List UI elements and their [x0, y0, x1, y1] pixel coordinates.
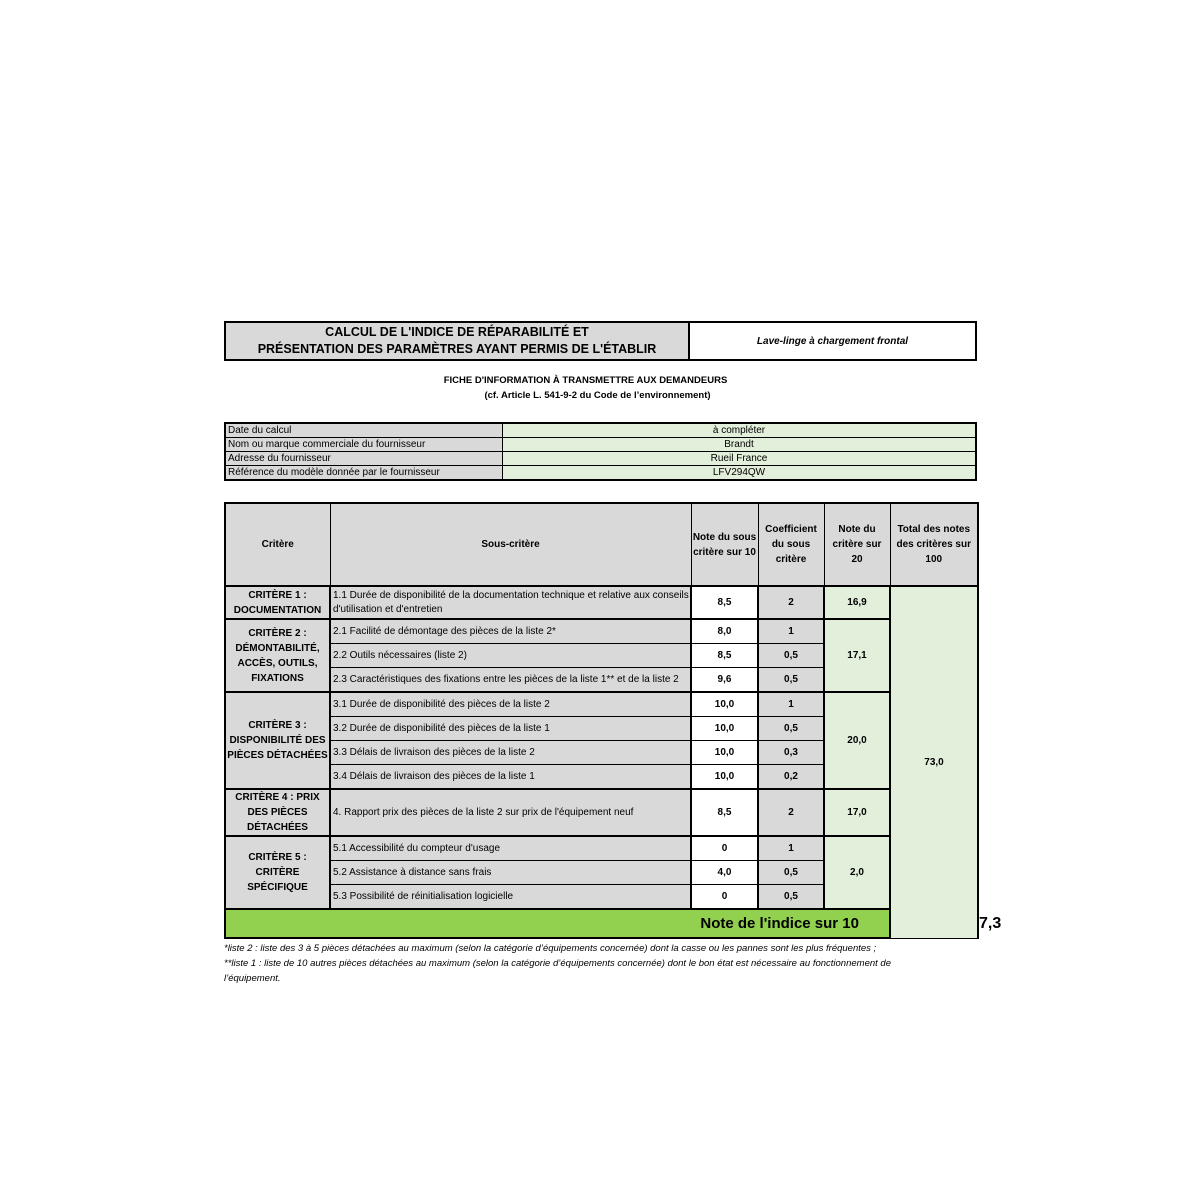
subcriterion-label: 2.2 Outils nécessaires (liste 2): [330, 644, 691, 668]
subcriterion-coef: 0,5: [758, 717, 824, 741]
subcriterion-coef: 0,2: [758, 765, 824, 790]
subcriterion-coef: 1: [758, 692, 824, 717]
subcriterion-coef: 0,5: [758, 644, 824, 668]
total-score: 73,0: [890, 586, 978, 938]
col-header-critere: Critère: [225, 503, 330, 586]
subcriterion-note: 9,6: [691, 668, 758, 693]
col-header-coef: Coefficient du sous critère: [758, 503, 824, 586]
subcriterion-note: 0: [691, 885, 758, 910]
subcriterion-note: 10,0: [691, 765, 758, 790]
subcriterion-coef: 2: [758, 586, 824, 619]
info-label: Adresse du fournisseur: [225, 452, 503, 466]
criterion-2-note: 17,1: [824, 619, 890, 692]
info-row: [225, 423, 976, 438]
table-row: [225, 789, 978, 836]
final-score-row: Note de l'indice sur 10 7,3: [225, 909, 978, 938]
subcriterion-note: 8,5: [691, 644, 758, 668]
criterion-3-label: CRITÈRE 3 : DISPONIBILITÉ DES PIÈCES DÉTACHÉES: [225, 692, 330, 789]
table-row: [225, 836, 978, 861]
info-label: Date du calcul: [225, 423, 503, 438]
info-value: Rueil France: [503, 452, 977, 466]
info-value: LFV294QW: [503, 466, 977, 481]
header-title: [224, 321, 690, 361]
info-row: [225, 466, 976, 481]
subcriterion-note: 10,0: [691, 741, 758, 765]
supplier-info-table: [224, 422, 977, 481]
subcriterion-label: 5.3 Possibilité de réinitialisation logicielle: [330, 885, 691, 910]
subcriterion-label: 4. Rapport prix des pièces de la liste 2 sur prix de l'équipement neuf: [330, 789, 691, 836]
subcriterion-note: 10,0: [691, 717, 758, 741]
subcriterion-label: 1.1 Durée de disponibilité de la documentation technique et relative aux conseils d'utilisation et d'entretien: [330, 586, 691, 619]
subcriterion-coef: 0,5: [758, 668, 824, 693]
subcriterion-note: 8,5: [691, 586, 758, 619]
subcriterion-note: 8,0: [691, 619, 758, 644]
info-row: [225, 438, 976, 452]
table-row: [225, 586, 978, 619]
subtitle: [194, 373, 977, 403]
col-header-note-critere: Note du critère sur 20: [824, 503, 890, 586]
table-header-row: [225, 503, 978, 586]
criterion-5-note: 2,0: [824, 836, 890, 909]
criterion-4-label: CRITÈRE 4 : PRIX DES PIÈCES DÉTACHÉES: [225, 789, 330, 836]
table-row: [225, 619, 978, 644]
subcriterion-label: 5.2 Assistance à distance sans frais: [330, 861, 691, 885]
subcriterion-note: 10,0: [691, 692, 758, 717]
info-value: Brandt: [503, 438, 977, 452]
criterion-3-note: 20,0: [824, 692, 890, 789]
header-title-line2: PRÉSENTATION DES PARAMÈTRES AYANT PERMIS DE L'ÉTABLIR: [257, 342, 657, 356]
criterion-2-label: CRITÈRE 2 : DÉMONTABILITÉ, ACCÈS, OUTILS, FIXATIONS: [225, 619, 330, 692]
subcriterion-label: 2.3 Caractéristiques des fixations entre les pièces de la liste 1** et de la liste 2: [330, 668, 691, 693]
subcriterion-label: 3.3 Délais de livraison des pièces de la liste 2: [330, 741, 691, 765]
info-row: [225, 452, 976, 466]
subcriterion-note: 8,5: [691, 789, 758, 836]
subcriterion-note: 4,0: [691, 861, 758, 885]
subcriterion-label: 5.1 Accessibilité du compteur d'usage: [330, 836, 691, 861]
product-type: Lave-linge à chargement frontal: [690, 321, 977, 361]
subcriterion-coef: 0,3: [758, 741, 824, 765]
subtitle-line2: (cf. Article L. 541-9-2 du Code de l’environnement): [484, 390, 711, 401]
footnote-liste-1-cont: l’équipement.: [224, 973, 281, 984]
info-label: Référence du modèle donnée par le fournisseur: [225, 466, 503, 481]
subcriterion-coef: 1: [758, 619, 824, 644]
criterion-1-label: CRITÈRE 1 : DOCUMENTATION: [225, 586, 330, 619]
col-header-sous-critere: Sous-critère: [330, 503, 691, 586]
subcriterion-coef: 1: [758, 836, 824, 861]
info-label: Nom ou marque commerciale du fournisseur: [225, 438, 503, 452]
footnote-liste-1: **liste 1 : liste de 10 autres pièces détachées au maximum (selon la catégorie d’équipements concernée) dont le bon état est nécessaire au fonctionnement de: [224, 958, 891, 969]
col-header-note-sous: Note du sous critère sur 10: [691, 503, 758, 586]
subcriterion-label: 3.4 Délais de livraison des pièces de la liste 1: [330, 765, 691, 790]
info-value: à compléter: [503, 423, 977, 438]
subcriterion-coef: 2: [758, 789, 824, 836]
footnotes: [224, 941, 977, 986]
repairability-sheet: [224, 321, 1002, 986]
subcriterion-label: 3.1 Durée de disponibilité des pièces de la liste 2: [330, 692, 691, 717]
footnote-liste-2: *liste 2 : liste des 3 à 5 pièces détachées au maximum (selon la catégorie d’équipements concernée) dont la casse ou les pannes sont les plus fréquentes ;: [224, 943, 877, 954]
table-row: [225, 692, 978, 717]
criteria-table: [224, 502, 1002, 939]
subcriterion-note: 0: [691, 836, 758, 861]
final-score-label: Note de l'indice sur 10: [225, 909, 890, 938]
header: [224, 321, 977, 361]
subcriterion-coef: 0,5: [758, 861, 824, 885]
criterion-5-label: CRITÈRE 5 : CRITÈRE SPÉCIFIQUE: [225, 836, 330, 909]
criterion-1-note: 16,9: [824, 586, 890, 619]
subtitle-line1: FICHE D'INFORMATION À TRANSMETTRE AUX DEMANDEURS: [443, 375, 728, 386]
criterion-4-note: 17,0: [824, 789, 890, 836]
subcriterion-label: 2.1 Facilité de démontage des pièces de la liste 2*: [330, 619, 691, 644]
subcriterion-coef: 0,5: [758, 885, 824, 910]
col-header-total: Total des notes des critères sur 100: [890, 503, 978, 586]
subcriterion-label: 3.2 Durée de disponibilité des pièces de la liste 1: [330, 717, 691, 741]
header-title-line1: CALCUL DE L'INDICE DE RÉPARABILITÉ ET: [325, 325, 589, 339]
